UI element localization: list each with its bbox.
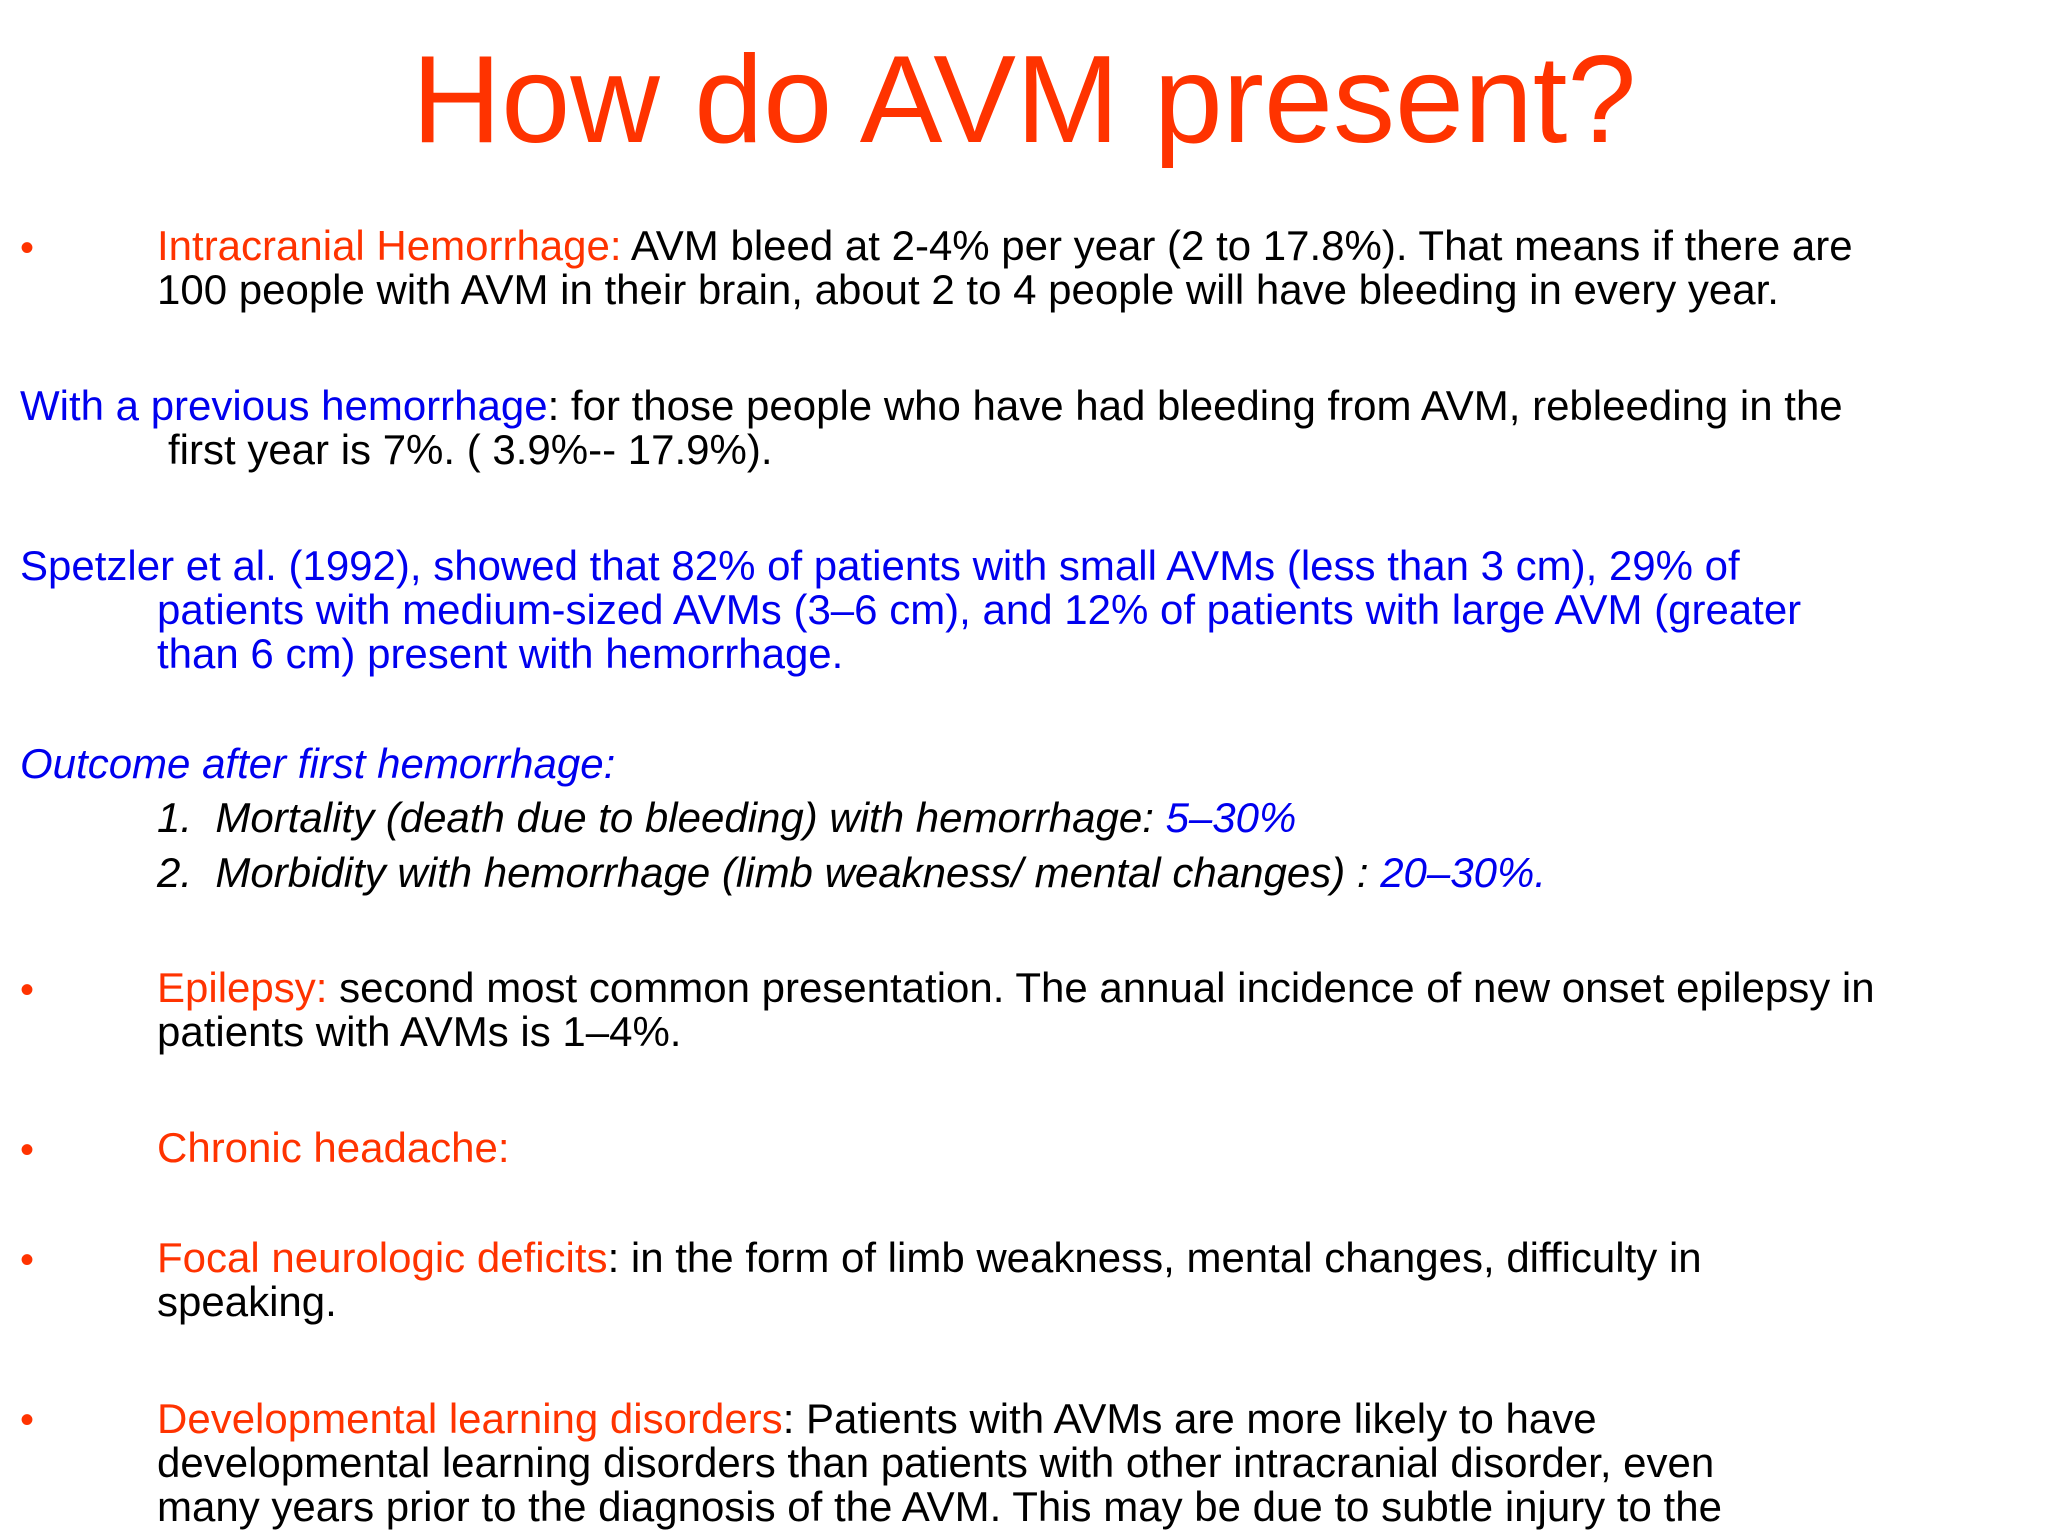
bullet-dot: • xyxy=(20,1128,35,1172)
hemorrhage-label: Intracranial Hemorrhage: xyxy=(157,222,622,269)
hemorrhage-paragraph xyxy=(157,224,1853,312)
spetzler-line3: than 6 cm) present with hemorrhage. xyxy=(157,630,844,677)
developmental-text-line3: many years prior to the diagnosis of the AVM. This may be due to subtle injury to the xyxy=(157,1483,1722,1530)
focal-paragraph xyxy=(157,1236,1702,1324)
outcome-item-text: Mortality (death due to bleeding) with hemorrhage: xyxy=(215,794,1166,841)
developmental-paragraph xyxy=(157,1397,2017,1529)
outcome-item-value: 5–30% xyxy=(1165,794,1297,841)
developmental-text-line1: : Patients with AVMs are more likely to have xyxy=(782,1395,1597,1442)
developmental-label: Developmental learning disorders xyxy=(157,1395,783,1442)
epilepsy-text-line1: second most common presentation. The annual incidence of new onset epilepsy in xyxy=(327,964,1875,1011)
focal-label: Focal neurologic deficits xyxy=(157,1234,608,1281)
epilepsy-label: Epilepsy: xyxy=(157,964,328,1011)
spetzler-line1: Spetzler et al. (1992), showed that 82% of patients with small AVMs (less than 3 cm), 29% of xyxy=(20,542,1740,589)
outcome-item-2 xyxy=(157,851,1546,895)
focal-text-line1: : in the form of limb weakness, mental changes, difficulty in xyxy=(607,1234,1702,1281)
bullet-dot: • xyxy=(20,1398,35,1442)
outcome-item-number: 2. xyxy=(157,849,193,896)
hemorrhage-text-line1: AVM bleed at 2-4% per year (2 to 17.8%). That means if there are xyxy=(621,222,1853,269)
epilepsy-text-line2: patients with AVMs is 1–4%. xyxy=(157,1008,682,1055)
bullet-dot: • xyxy=(20,226,35,270)
outcome-item-1 xyxy=(157,796,1296,840)
outcome-item-number: 1. xyxy=(157,794,193,841)
previous-hemorrhage-text-line1: : for those people who have had bleeding from AVM, rebleeding in the xyxy=(547,382,1843,429)
spetzler-line2: patients with medium-sized AVMs (3–6 cm), and 12% of patients with large AVM (greater xyxy=(157,586,1802,633)
slide-title: How do AVM present? xyxy=(411,31,1637,169)
hemorrhage-text-line2: 100 people with AVM in their brain, about 2 to 4 people will have bleeding in every year. xyxy=(157,266,1779,313)
previous-hemorrhage-paragraph xyxy=(20,384,1843,472)
bullet-dot: • xyxy=(20,1238,35,1282)
headache-label: Chronic headache: xyxy=(157,1124,510,1171)
focal-text-line2: speaking. xyxy=(157,1278,337,1325)
previous-hemorrhage-text-line2: first year is 7%. ( 3.9%-- 17.9%). xyxy=(168,426,773,473)
spetzler-paragraph xyxy=(20,544,1801,676)
bullet-dot: • xyxy=(20,968,35,1012)
epilepsy-paragraph xyxy=(157,966,1875,1054)
outcome-item-text: Morbidity with hemorrhage (limb weakness/ mental changes) : xyxy=(215,849,1381,896)
outcome-item-value: 20–30%. xyxy=(1380,849,1547,896)
outcome-heading: Outcome after first hemorrhage: xyxy=(20,740,616,787)
developmental-text-line2: developmental learning disorders than patients with other intracranial disorder, even xyxy=(157,1439,1715,1486)
previous-hemorrhage-label: With a previous hemorrhage xyxy=(20,382,548,429)
